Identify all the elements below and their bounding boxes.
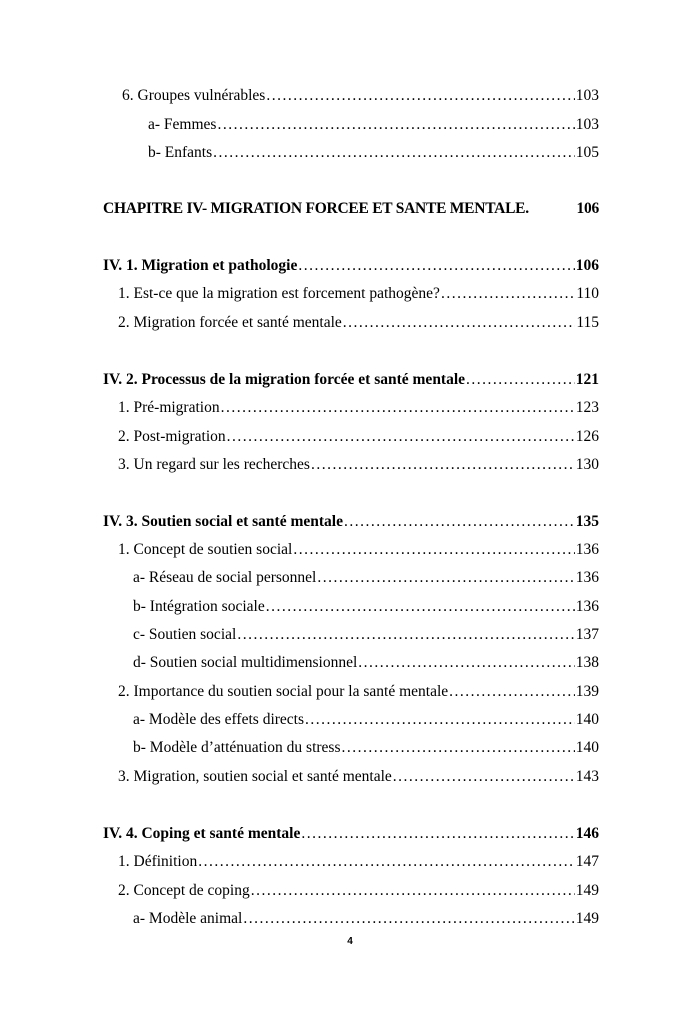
toc-entry-label: 3. Un regard sur les recherches — [118, 456, 310, 473]
chapter-heading — [103, 199, 599, 219]
toc-entry-label: b- Enfants — [148, 144, 213, 161]
toc-entry — [118, 398, 599, 418]
toc-entry-page: 149 — [575, 910, 599, 927]
toc-leader-dots — [217, 115, 574, 135]
toc-entry — [133, 568, 599, 588]
toc-leader-dots — [198, 852, 575, 872]
toc-entry-page: 103 — [575, 87, 599, 104]
toc-entry — [118, 852, 599, 872]
toc-entry-page: 106 — [575, 257, 599, 274]
toc-entry-label: 6. Groupes vulnérables — [122, 87, 266, 104]
toc-entry-page: 140 — [575, 711, 599, 728]
toc-leader-dots — [243, 909, 574, 929]
toc-entry-label: IV. 4. Coping et santé mentale — [103, 825, 301, 842]
toc-entry-page: 130 — [575, 456, 599, 473]
toc-entry-label: b- Modèle d’atténuation du stress — [133, 739, 341, 756]
toc-entry — [122, 86, 599, 106]
toc-entry-label: 2. Post-migration — [118, 428, 226, 445]
toc-section-heading — [103, 824, 599, 844]
toc-leader-dots — [237, 625, 574, 645]
toc-entry — [133, 738, 599, 758]
toc-leader-dots — [358, 653, 574, 673]
toc-entry — [118, 682, 599, 702]
toc-entry-page: 146 — [575, 825, 599, 842]
toc-entry — [118, 313, 599, 333]
toc-entry — [133, 653, 599, 673]
toc-entry-label: 2. Importance du soutien social pour la santé mentale — [118, 683, 449, 700]
toc-entry-label: a- Femmes — [148, 116, 217, 133]
toc-entry-label: 1. Est-ce que la migration est forcement pathogène? — [118, 285, 440, 302]
toc-entry — [133, 909, 599, 929]
toc-entry-label: IV. 2. Processus de la migration forcée et santé mentale — [103, 371, 466, 388]
toc-entry — [148, 143, 599, 163]
toc-leader-dots — [266, 597, 575, 617]
toc-entry-page: 115 — [576, 314, 599, 331]
toc-entry — [118, 767, 599, 787]
toc-leader-dots — [221, 398, 575, 418]
toc-leader-dots — [449, 682, 575, 702]
toc-entry-page: 138 — [575, 654, 599, 671]
chapter-heading-page: 106 — [576, 200, 599, 217]
toc-entry-label: 3. Migration, soutien social et santé mentale — [118, 768, 392, 785]
toc-leader-dots — [293, 540, 574, 560]
toc-entry-label: 1. Concept de soutien social — [118, 541, 293, 558]
toc-entry-label: 2. Concept de coping — [118, 882, 250, 899]
toc-entry — [118, 881, 599, 901]
toc-entry — [118, 284, 599, 304]
toc-entry-page: 149 — [575, 882, 599, 899]
toc-leader-dots — [227, 427, 575, 447]
toc-entry-label: 1. Pré-migration — [118, 399, 220, 416]
toc-entry-label: d- Soutien social multidimensionnel — [133, 654, 358, 671]
chapter-heading-label: CHAPITRE IV- MIGRATION FORCEE ET SANTE MENTALE. — [103, 200, 529, 217]
toc-entry-page: 135 — [575, 513, 599, 530]
toc-entry-label: a- Modèle animal — [133, 910, 243, 927]
toc-entry-page: 136 — [575, 569, 599, 586]
toc-leader-dots — [305, 710, 575, 730]
toc-entry-label: IV. 1. Migration et pathologie — [103, 257, 298, 274]
toc-leader-dots — [298, 256, 574, 276]
toc-entry-page: 143 — [575, 768, 599, 785]
toc-entry-label: b- Intégration sociale — [133, 598, 265, 615]
toc-entry — [148, 115, 599, 135]
toc-entry-page: 137 — [575, 626, 599, 643]
toc-entry-label: 1. Définition — [118, 853, 198, 870]
toc-entry-page: 123 — [575, 399, 599, 416]
toc-entry-page: 136 — [575, 541, 599, 558]
toc-entry-label: a- Réseau de social personnel — [133, 569, 317, 586]
toc-leader-dots — [441, 284, 575, 304]
toc-entry-page: 140 — [575, 739, 599, 756]
toc-leader-dots — [393, 767, 575, 787]
toc-entry-label: a- Modèle des effets directs — [133, 711, 305, 728]
toc-entry — [118, 427, 599, 447]
toc-entry-page: 139 — [575, 683, 599, 700]
toc-entry-label: c- Soutien social — [133, 626, 237, 643]
toc-entry — [118, 540, 599, 560]
toc-entry — [133, 710, 599, 730]
toc-entry-page: 126 — [575, 428, 599, 445]
toc-leader-dots — [213, 143, 575, 163]
toc-entry-page: 121 — [575, 371, 599, 388]
toc-entry-page: 105 — [575, 144, 599, 161]
toc-leader-dots — [341, 738, 574, 758]
toc-leader-dots — [266, 86, 574, 106]
toc-entry-page: 103 — [575, 116, 599, 133]
toc-leader-dots — [251, 881, 575, 901]
toc-leader-dots — [343, 313, 576, 333]
page-number: 4 — [347, 936, 353, 947]
toc-section-heading — [103, 512, 599, 532]
toc-leader-dots — [301, 824, 574, 844]
toc-entry-page: 136 — [575, 598, 599, 615]
toc-section-heading — [103, 256, 599, 276]
toc-entry-label: 2. Migration forcée et santé mentale — [118, 314, 342, 331]
toc-leader-dots — [344, 512, 575, 532]
toc-entry-label: IV. 3. Soutien social et santé mentale — [103, 513, 343, 530]
toc-section-heading — [103, 370, 599, 390]
toc-entry — [133, 625, 599, 645]
toc-entry — [118, 455, 599, 475]
toc-entry-page: 147 — [575, 853, 599, 870]
toc-entry-page: 110 — [576, 285, 599, 302]
toc-entry — [133, 597, 599, 617]
toc-leader-dots — [466, 370, 575, 390]
toc-leader-dots — [317, 568, 574, 588]
toc-leader-dots — [311, 455, 575, 475]
